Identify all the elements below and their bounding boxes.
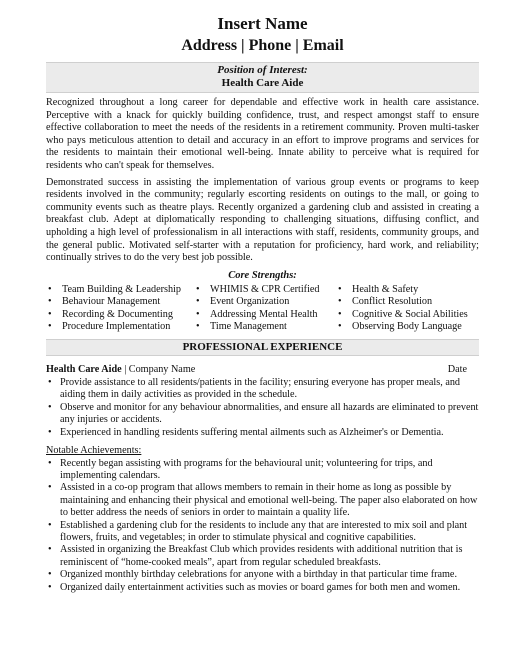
achievement-item: • Assisted in organizing the Breakfast Club which provides residents with additional nutrition that is reminiscent of “home-cooked meals”, apart from regular scheduled breakfasts. bbox=[46, 544, 479, 569]
strength-item: • Event Organization bbox=[194, 296, 336, 308]
contact-line: Address | Phone | Email bbox=[181, 37, 344, 54]
strength-item: • Health & Safety bbox=[336, 284, 476, 296]
strengths-column-3 bbox=[336, 284, 476, 334]
summary-paragraph-2: Demonstrated success in assisting the implementation of various group events or programs to keep residents involved in the community; regularly escorting residents on outings to the mall, or going to community events such as theatre plays. Recently organized a gardening club and assisted in creating a breakfast club. Adept at diplomatically responding to challenging situations, diffusing conflict, and upholding a high level of professionalism in all interactions with staff, residents, community groups, and the general public. Motivated self-starter with a reputation for proficiency, hard work, and reliability; continually strives to do the very best job possible. bbox=[46, 176, 479, 264]
job-title: Health Care Aide bbox=[46, 364, 122, 376]
strength-item: • Observing Body Language bbox=[336, 321, 476, 333]
strength-item: • Team Building & Leadership bbox=[46, 284, 194, 296]
duty-item: • Experienced in handling residents suffering mental ailments such as Alzheimer's or Dementia. bbox=[46, 427, 479, 439]
strength-item: • Recording & Documenting bbox=[46, 309, 194, 321]
professional-experience-heading: PROFESSIONAL EXPERIENCE bbox=[46, 339, 479, 356]
duty-item: • Observe and monitor for any behaviour abnormalities, and ensure all hazards are eliminated to prevent any injuries or accidents. bbox=[46, 402, 479, 427]
achievement-item: • Organized monthly birthday celebrations for anyone with a birthday in that particular time frame. bbox=[46, 569, 479, 581]
job-duties-list bbox=[46, 377, 479, 439]
job-header bbox=[46, 364, 479, 377]
strength-item: • Time Management bbox=[194, 321, 336, 333]
achievement-item: • Assisted in a co-op program that allows members to remain in their home as long as possible by maintaining and enhancing their physical and emotional well-being. The paper also elaborated on how to better address the needs of seniors in order to maintain a quality life. bbox=[46, 482, 479, 519]
strength-item: • Procedure Implementation bbox=[46, 321, 194, 333]
job-date: Date bbox=[447, 364, 467, 376]
achievement-item: • Recently began assisting with programs for the behavioural unit; volunteering for trips, and implementing calendars. bbox=[46, 458, 479, 483]
achievement-item: • Established a gardening club for the residents to include any that are interested to mix soil and plant flowers, fruits, and vegetables; in order to stimulate physical and cognitive capabilities. bbox=[46, 520, 479, 545]
strength-item: • Cognitive & Social Abilities bbox=[336, 309, 476, 321]
summary-paragraph-1: Recognized throughout a long career for dependable and effective work in health care assistance. Perceptive with a knack for quickly building confidence, trust, and respect amongst staff to ensure effective collaboration to meet the needs of the residents in a retirement community. Proven multi-tasker who pays meticulous attention to detail and accuracy in an effort to improve programs and services for the residents to maintain their emotional well-being. Innate ability to perceive what is required for residents who can't speak for themselves. bbox=[46, 97, 479, 171]
strengths-column-1 bbox=[46, 284, 194, 334]
achievement-item: • Organized daily entertainment activities such as movies or board games for both men and women. bbox=[46, 582, 479, 594]
achievements-list bbox=[46, 458, 479, 594]
position-value: Health Care Aide bbox=[221, 77, 304, 89]
strength-item: • Behaviour Management bbox=[46, 296, 194, 308]
position-label: Position of Interest: bbox=[217, 64, 308, 76]
notable-achievements-title: Notable Achievements: bbox=[46, 444, 142, 456]
strength-item: • WHIMIS & CPR Certified bbox=[194, 284, 336, 296]
company-name: | Company Name bbox=[121, 364, 196, 376]
strength-item: • Addressing Mental Health bbox=[194, 309, 336, 321]
position-of-interest-band bbox=[46, 62, 479, 93]
core-strengths-title: Core Strengths: bbox=[228, 269, 297, 281]
strength-item: • Conflict Resolution bbox=[336, 296, 476, 308]
core-strengths-list bbox=[46, 284, 479, 334]
job-title-line bbox=[46, 364, 195, 377]
duty-item: • Provide assistance to all residents/patients in the facility; ensuring everyone has proper meals, and aiding them in daily activities as provided in the schedule. bbox=[46, 377, 479, 402]
candidate-name: Insert Name bbox=[217, 14, 308, 33]
strengths-column-2 bbox=[194, 284, 336, 334]
